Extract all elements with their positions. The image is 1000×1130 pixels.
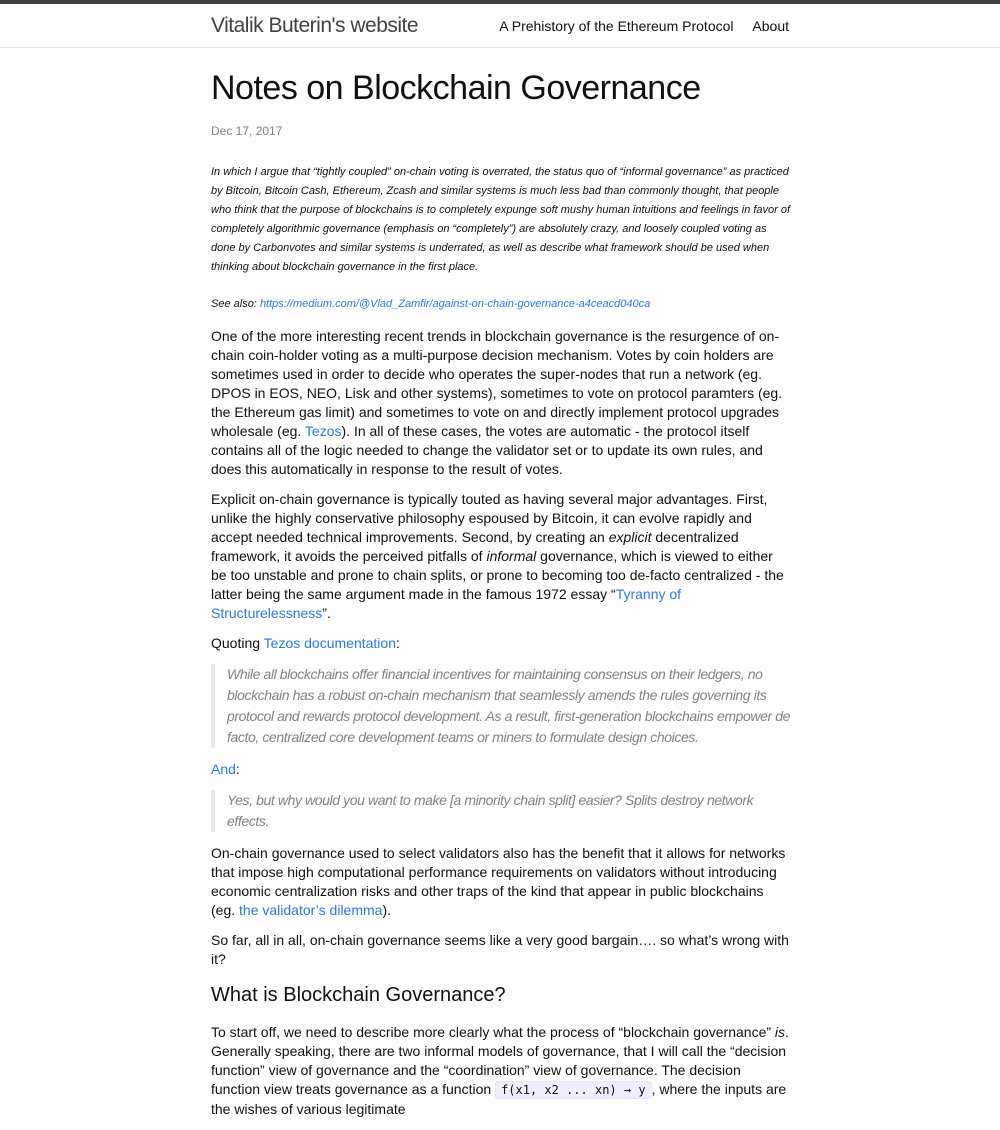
tezos-link[interactable]: Tezos — [304, 423, 342, 439]
paragraph-and: And: — [211, 761, 240, 777]
nav-link-about[interactable]: About — [752, 18, 789, 34]
blockquote-splits: Yes, but why would you want to make [a minority chain split] easier? Splits destroy network effects. — [211, 790, 791, 832]
validators-dilemma-link[interactable]: the validator’s dilemma — [239, 902, 383, 918]
see-also-label: See also: — [211, 298, 257, 310]
tyranny-link[interactable]: Tyranny of Structurelessness — [211, 586, 682, 621]
paragraph-advantages: Explicit on-chain governance is typically touted as having several major advantages. First, unlike the highly conservative philosophy espoused by Bitcoin, it can evolve rapidly and accept needed technical improvements. Second, by creating an explicit decentralized framework, it avoids the perceived pitfalls of informal governance, which is viewed to either be too unstable and prone to chain splits, or prone to becoming too de-facto centralized - the latter being the same argument made in the famous 1972 essay “Tyranny of Structurelessness”. — [211, 491, 784, 621]
paragraph-so-far: So far, all in all, on-chain governance seems like a very good bargain…. so what’s wrong with it? — [211, 932, 789, 967]
site-header — [0, 4, 1000, 48]
nav-link-prehistory[interactable]: A Prehistory of the Ethereum Protocol — [499, 18, 734, 34]
tezos-documentation-link[interactable]: Tezos documentation — [263, 635, 396, 651]
post-content — [211, 48, 791, 1130]
site-nav — [484, 18, 789, 34]
site-title-link[interactable]: Vitalik Buterin's website — [211, 14, 419, 37]
paragraph-validators: On-chain governance used to select validators also has the benefit that it allows for networks that impose high computational performance requirements on validators without introducing economic centralization risks and other traps of the kind that appear in public blockchains (eg. the validator’s dilemma). — [211, 845, 786, 918]
paragraph-to-start-off: To start off, we need to describe more clearly what the process of “blockchain governance” is. Generally speaking, there are two informal models of governance, that I will call the “decision function” view of governance and the “coordination” view of governance. The decision function view treats governance as a function f(x1, x2 ... xn) → y , where the inputs are the wishes of various legitimate — [211, 1024, 789, 1117]
abstract-paragraph: In which I argue that “tightly coupled” on-chain voting is overrated, the status quo of “informal governance” as practiced by Bitcoin, Bitcoin Cash, Ethereum, Zcash and similar systems is much less bad than commonly thought, that people who think that the purpose of blockchains is to completely expunge soft mushy human intuitions and feelings in favor of completely algorithmic governance (emphasis on “completely”) are absolutely crazy, and loosely coupled voting as done by Carbonvotes and similar systems is underrated, as well as describe what framework should be used when thinking about blockchain governance in the first place. — [211, 166, 791, 273]
section-heading-what-is-governance: What is Blockchain Governance? — [211, 984, 506, 1006]
post-date: Dec 17, 2017 — [211, 124, 283, 138]
see-also-link[interactable]: https://medium.com/@Vlad_Zamfir/against-on-chain-governance-a4ceacd040ca — [259, 298, 651, 310]
and-link[interactable]: And — [211, 761, 236, 777]
paragraph-onchain-voting: One of the more interesting recent trends in blockchain governance is the resurgence of on-chain coin-holder voting as a multi-purpose decision mechanism. Votes by coin holders are sometimes used in order to decide who operates the super-nodes that run a network (eg. DPOS in EOS, NEO, Lisk and other systems), sometimes to vote on protocol paramters (eg. the Ethereum gas limit) and sometimes to vote on and directly implement protocol upgrades wholesale (eg. Tezos). In all of these cases, the votes are automatic - the protocol itself contains all of the logic needed to change the validator set or to update its own rules, and does this automatically in response to the result of votes. — [211, 328, 783, 477]
see-also-line — [211, 295, 791, 314]
post-title: Notes on Blockchain Governance — [211, 69, 701, 107]
paragraph-quoting: Quoting Tezos documentation: — [211, 635, 400, 651]
blockquote-tezos: While all blockchains offer financial incentives for maintaining consensus on their ledgers, no blockchain has a robust on-chain mechanism that seamlessly amends the rules governing its protocol and rewards protocol development. As a result, first-generation blockchains empower de facto, centralized core development teams or miners to formulate design choices. — [211, 664, 791, 748]
inline-code-function: f(x1, x2 ... xn) → y — [495, 1081, 652, 1099]
